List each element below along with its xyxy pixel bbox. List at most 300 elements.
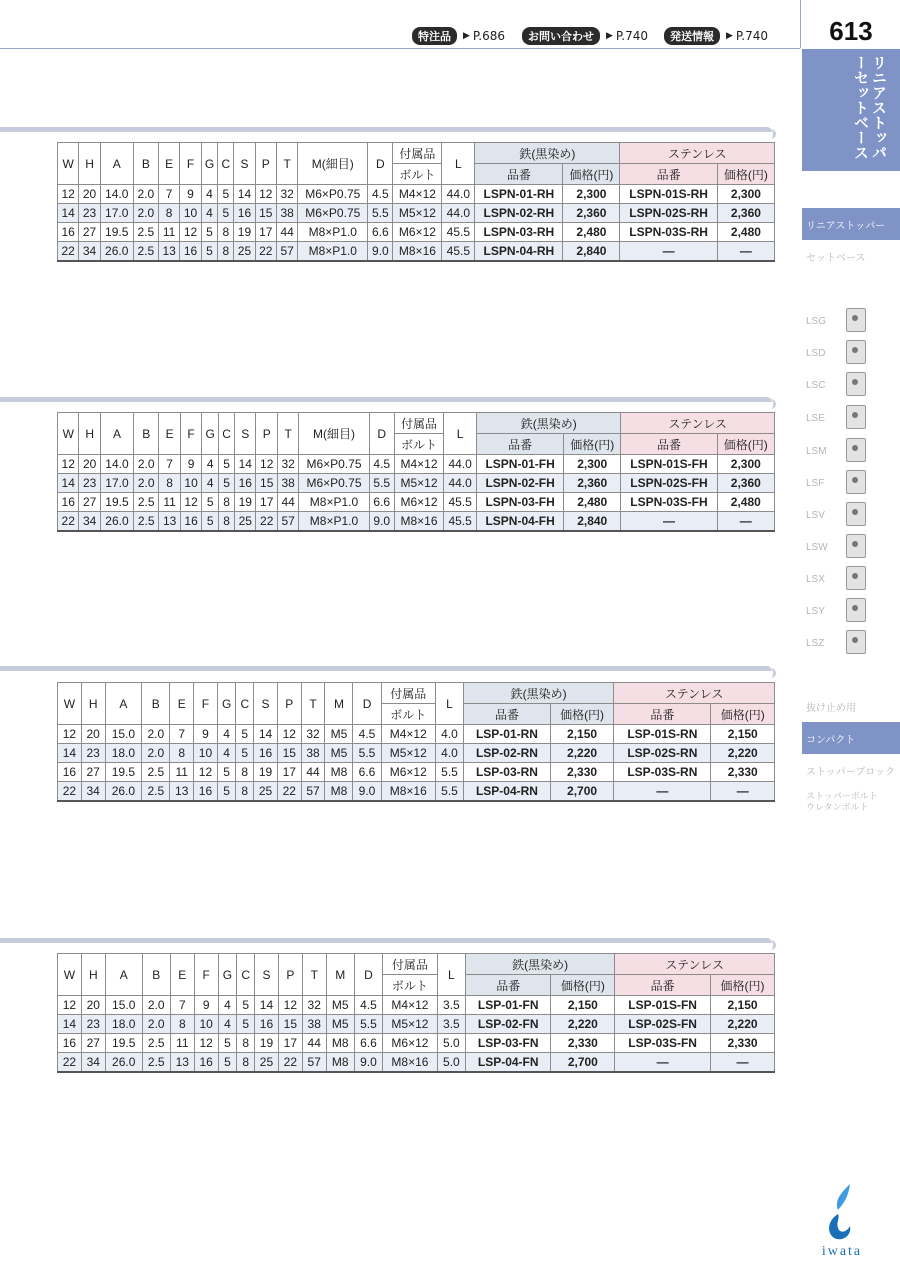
table-cell: 22 — [277, 782, 301, 802]
top-header-bar — [0, 0, 800, 49]
table-cell: 12 — [278, 996, 302, 1015]
table-cell: 2.0 — [142, 1015, 170, 1034]
column-header: G — [218, 954, 237, 996]
sidebar-code-lsc[interactable]: LSC — [806, 380, 825, 391]
part-number-cell: LSPN-03S-RH — [620, 223, 717, 242]
table-cell: 10 — [180, 204, 201, 223]
ref-shipping[interactable] — [664, 27, 768, 45]
table-cell: 14 — [255, 996, 279, 1015]
column-header-l: L — [435, 683, 463, 725]
table-cell: 9 — [194, 996, 218, 1015]
column-header-accessory: 付属品 — [381, 683, 435, 704]
sidebar-code-lsy[interactable]: LSY — [806, 606, 825, 617]
table-cell: 11 — [158, 223, 179, 242]
table-cell: 16 — [254, 744, 278, 763]
table-cell: M6×P0.75 — [299, 474, 369, 493]
iwata-logo — [812, 1180, 872, 1260]
sidebar-item-retaining[interactable]: 抜け止め用 — [806, 702, 856, 714]
sidebar-code-lsz[interactable]: LSZ — [806, 638, 824, 649]
column-header-price: 価格(円) — [563, 164, 620, 185]
section-divider — [0, 938, 772, 943]
table-cell: 15 — [278, 1015, 302, 1034]
block-part-icon — [846, 438, 866, 462]
sidebar-title-block — [802, 49, 900, 171]
table-cell: 19.5 — [105, 1034, 142, 1053]
part-number-cell: LSPN-03-FH — [477, 493, 564, 512]
column-header: W — [58, 413, 79, 455]
table-cell: 4 — [201, 185, 218, 204]
table-cell: 13 — [170, 1053, 194, 1073]
iwata-logo-text: iwata — [821, 1244, 863, 1259]
table-cell: 16 — [234, 204, 255, 223]
table-cell: 16 — [180, 242, 201, 262]
table-cell: 32 — [302, 996, 326, 1015]
column-header-part-no: 品番 — [615, 975, 711, 996]
table-cell: 34 — [81, 782, 105, 802]
table-cell: M5 — [325, 725, 353, 744]
column-header: M(細目) — [298, 143, 368, 185]
table-cell: M5 — [326, 996, 354, 1015]
sidebar-code-lsx[interactable]: LSX — [806, 574, 825, 585]
column-header: C — [218, 143, 234, 185]
sidebar-code-lsf[interactable]: LSF — [806, 478, 824, 489]
column-header: F — [180, 143, 201, 185]
sidebar-item-stopper-bolt[interactable]: ストッパーボルト ウレタンボルト — [806, 792, 878, 813]
table-cell: 44 — [277, 493, 298, 512]
table-cell: 8 — [170, 1015, 194, 1034]
table-cell: 15.0 — [105, 996, 142, 1015]
column-header-iron: 鉄(黒染め) — [475, 143, 620, 164]
column-header: B — [142, 954, 170, 996]
table-cell: 27 — [79, 493, 100, 512]
table-cell: 9 — [180, 185, 201, 204]
table-cell: 22 — [256, 512, 277, 532]
table-cell: 2.5 — [134, 493, 159, 512]
table-cell: 16 — [58, 223, 79, 242]
table-cell: M8×16 — [394, 512, 443, 532]
column-header-l: L — [444, 413, 477, 455]
sidebar-title: リニアストッパーセットベース — [852, 55, 888, 160]
table-cell: 3.5 — [437, 1015, 465, 1034]
table-cell: M8 — [325, 782, 353, 802]
table-cell: 34 — [79, 242, 100, 262]
price-cell: 2,150 — [551, 996, 615, 1015]
table-cell: 13 — [159, 512, 180, 532]
column-header-price: 価格(円) — [564, 434, 621, 455]
table-row — [58, 455, 775, 474]
table-cell: 15 — [255, 204, 276, 223]
price-cell: 2,700 — [551, 1053, 615, 1073]
column-header: H — [81, 683, 105, 725]
table-cell: 9 — [194, 725, 218, 744]
part-number-cell: LSPN-04-FH — [477, 512, 564, 532]
column-header-part-no: 品番 — [620, 164, 717, 185]
table-cell: 2.0 — [142, 725, 170, 744]
table-cell: 4 — [218, 996, 237, 1015]
table-cell: 10 — [180, 474, 201, 493]
table-cell: 18.0 — [105, 1015, 142, 1034]
table-cell: M6×P0.75 — [298, 185, 368, 204]
table-cell: M8×16 — [393, 242, 442, 262]
price-cell: 2,220 — [551, 1015, 615, 1034]
table-cell: 4 — [218, 1015, 237, 1034]
column-header: A — [100, 143, 133, 185]
column-header-l: L — [437, 954, 465, 996]
column-header-stainless: ステンレス — [614, 683, 775, 704]
table-cell: 6.6 — [354, 1034, 382, 1053]
part-number-cell: LSPN-03S-FH — [621, 493, 717, 512]
table-cell: 5.5 — [353, 744, 381, 763]
table-cell: 44.0 — [442, 204, 475, 223]
table-cell: 14 — [234, 185, 255, 204]
price-cell: — — [717, 512, 774, 532]
part-number-cell: LSP-04-FN — [465, 1053, 550, 1073]
column-header: C — [237, 954, 255, 996]
table-cell: 14 — [58, 204, 79, 223]
table-cell: 14 — [235, 455, 256, 474]
table-cell: 2.5 — [142, 763, 170, 782]
table-cell: 2.5 — [134, 512, 159, 532]
sidebar-code-lsw[interactable]: LSW — [806, 542, 828, 553]
table-cell: 6.6 — [369, 493, 394, 512]
table-cell: M8 — [326, 1053, 354, 1073]
column-header: T — [302, 954, 326, 996]
price-cell: 2,840 — [564, 512, 621, 532]
sidebar-code-lsg[interactable]: LSG — [806, 316, 826, 327]
column-header: G — [201, 143, 218, 185]
table-cell: 38 — [302, 1015, 326, 1034]
table-cell: 19 — [235, 493, 256, 512]
table-cell: 11 — [170, 1034, 194, 1053]
table-cell: 9.0 — [353, 782, 381, 802]
table-cell: 12 — [180, 493, 201, 512]
table-cell: 5 — [218, 204, 234, 223]
ref-badge: お問い合わせ — [522, 27, 600, 45]
price-cell: 2,360 — [563, 204, 620, 223]
table-cell: 5 — [237, 996, 255, 1015]
table-cell: M8×P1.0 — [298, 223, 368, 242]
column-header-price: 価格(円) — [550, 704, 613, 725]
table-cell: 57 — [276, 242, 297, 262]
column-header: A — [105, 954, 142, 996]
table-cell: 13 — [158, 242, 179, 262]
part-number-cell: LSPN-02-FH — [477, 474, 564, 493]
table-cell: 4 — [202, 474, 219, 493]
table-cell: 5.5 — [435, 763, 463, 782]
table-cell: 9.0 — [369, 512, 394, 532]
table-cell: 8 — [236, 763, 254, 782]
column-header-stainless: ステンレス — [621, 413, 775, 434]
part-number-cell: LSPN-02S-FH — [621, 474, 717, 493]
column-header: T — [301, 683, 325, 725]
table-cell: 22 — [58, 782, 82, 802]
table-cell: 44.0 — [442, 185, 475, 204]
column-header-accessory: 付属品 — [383, 954, 438, 975]
column-header: C — [236, 683, 254, 725]
sidebar-code-lsm[interactable]: LSM — [806, 446, 827, 457]
table-cell: 12 — [194, 1034, 218, 1053]
spec-table-lsp-fn — [57, 953, 775, 1073]
table-cell: 15 — [256, 474, 277, 493]
table-cell: 20 — [79, 455, 100, 474]
table-cell: 25 — [255, 1053, 279, 1073]
table-cell: 25 — [234, 242, 255, 262]
table-cell: 38 — [301, 744, 325, 763]
table-cell: M6×12 — [394, 493, 443, 512]
table-row — [58, 763, 775, 782]
table-cell: 14.0 — [100, 185, 133, 204]
table-cell: 8 — [236, 782, 254, 802]
part-number-cell: LSP-02S-RN — [614, 744, 711, 763]
table-cell: 19 — [255, 1034, 279, 1053]
price-cell: 2,220 — [711, 1015, 775, 1034]
table-cell: 38 — [276, 204, 297, 223]
table-cell: 3.5 — [437, 996, 465, 1015]
sidebar-code-lse[interactable]: LSE — [806, 413, 825, 424]
column-header: S — [235, 413, 256, 455]
part-number-cell: LSP-01-RN — [464, 725, 551, 744]
part-number-cell: LSPN-02S-RH — [620, 204, 717, 223]
table-cell: 4 — [217, 725, 236, 744]
table-cell: 2.5 — [142, 782, 170, 802]
table-cell: 45.5 — [442, 242, 475, 262]
part-number-cell: LSP-03S-FN — [615, 1034, 711, 1053]
table-cell: 19 — [254, 763, 278, 782]
table-cell: M6×12 — [381, 763, 435, 782]
table-cell: 12 — [180, 223, 201, 242]
table-cell: 5 — [217, 782, 236, 802]
ref-custom-order[interactable] — [412, 27, 505, 45]
price-cell: 2,300 — [563, 185, 620, 204]
block-part-icon — [846, 340, 866, 364]
table-cell: 5 — [218, 1034, 237, 1053]
table-cell: 17 — [277, 763, 301, 782]
table-cell: 12 — [255, 185, 276, 204]
part-number-cell: LSP-04-RN — [464, 782, 551, 802]
block-part-icon — [846, 372, 866, 396]
column-header: T — [277, 413, 298, 455]
price-cell: 2,220 — [550, 744, 613, 763]
table-cell: 5 — [218, 1053, 237, 1073]
part-number-cell: LSP-02S-FN — [615, 1015, 711, 1034]
column-header: P — [278, 954, 302, 996]
table-cell: 44 — [276, 223, 297, 242]
table-cell: M6×12 — [383, 1034, 438, 1053]
table-cell: 11 — [170, 763, 194, 782]
column-header: E — [158, 143, 179, 185]
column-header: S — [234, 143, 255, 185]
spec-table-lspn-fh — [57, 412, 775, 532]
column-header-part-no: 品番 — [465, 975, 550, 996]
table-cell: 13 — [170, 782, 194, 802]
table-row — [58, 782, 775, 802]
table-cell: M5×12 — [393, 204, 442, 223]
column-header-stainless: ステンレス — [615, 954, 775, 975]
table-cell: 5 — [218, 185, 234, 204]
column-header: S — [255, 954, 279, 996]
price-cell: 2,360 — [717, 474, 774, 493]
part-number-cell: LSPN-04-RH — [475, 242, 563, 262]
column-header: M — [326, 954, 354, 996]
table-cell: M5×12 — [383, 1015, 438, 1034]
table-cell: 12 — [256, 455, 277, 474]
spec-table-lspn-rh — [57, 142, 775, 262]
table-row — [58, 744, 775, 763]
table-cell: 5 — [202, 493, 219, 512]
table-cell: 16 — [58, 493, 79, 512]
price-cell: — — [717, 242, 774, 262]
table-cell: 34 — [79, 512, 100, 532]
price-cell: 2,840 — [563, 242, 620, 262]
table-cell: 14.0 — [100, 455, 133, 474]
table-cell: 26.0 — [100, 242, 133, 262]
column-header-accessory: 付属品 — [393, 143, 442, 164]
section-divider — [0, 666, 772, 671]
table-cell: 2.0 — [134, 455, 159, 474]
ref-page: P.740 — [735, 29, 769, 43]
sidebar-item-linear-stopper[interactable]: リニアストッパー — [802, 208, 900, 240]
table-cell: 4.0 — [435, 744, 463, 763]
price-cell: 2,150 — [711, 725, 775, 744]
price-cell: 2,330 — [711, 763, 775, 782]
table-cell: 8 — [219, 512, 235, 532]
table-cell: 16 — [58, 1034, 82, 1053]
column-header: D — [369, 413, 394, 455]
table-cell: 17.0 — [100, 204, 133, 223]
sidebar-item-stopper-block[interactable]: ストッパーブロック — [806, 766, 895, 778]
table-cell: 26.0 — [100, 512, 133, 532]
column-header-accessory: 付属品 — [394, 413, 443, 434]
table-row — [58, 1034, 775, 1053]
table-cell: 44.0 — [444, 455, 477, 474]
column-header: W — [58, 683, 82, 725]
part-number-cell: LSP-01S-RN — [614, 725, 711, 744]
sidebar-item-set-base[interactable]: セットベース — [806, 252, 866, 264]
table-cell: 23 — [79, 204, 100, 223]
column-header-price: 価格(円) — [711, 975, 775, 996]
table-cell: 8 — [237, 1034, 255, 1053]
column-header: P — [277, 683, 301, 725]
table-cell: 32 — [276, 185, 297, 204]
page-number: 613 — [800, 0, 900, 48]
table-cell: M5×12 — [394, 474, 443, 493]
table-cell: 5.5 — [354, 1015, 382, 1034]
price-cell: 2,480 — [564, 493, 621, 512]
block-part-icon — [846, 502, 866, 526]
column-header: F — [194, 683, 218, 725]
part-number-cell: LSPN-03-RH — [475, 223, 563, 242]
table-cell: 8 — [237, 1053, 255, 1073]
column-header-part-no: 品番 — [464, 704, 551, 725]
table-cell: 18.0 — [105, 744, 142, 763]
table-cell: M8 — [326, 1034, 354, 1053]
block-part-icon — [846, 566, 866, 590]
column-header-part-no: 品番 — [477, 434, 564, 455]
table-cell: 44 — [302, 1034, 326, 1053]
part-number-cell: LSP-03-FN — [465, 1034, 550, 1053]
column-header: H — [79, 413, 100, 455]
column-header-price: 価格(円) — [717, 164, 774, 185]
table-row — [58, 242, 775, 262]
column-header-iron: 鉄(黒染め) — [477, 413, 621, 434]
table-cell: 27 — [81, 1034, 105, 1053]
part-number-cell: LSP-03S-RN — [614, 763, 711, 782]
column-header-bolt: ボルト — [383, 975, 438, 996]
table-cell: 38 — [277, 474, 298, 493]
part-number-cell: LSPN-01S-RH — [620, 185, 717, 204]
table-cell: 2.5 — [142, 1034, 170, 1053]
table-cell: 27 — [81, 763, 105, 782]
table-cell: M6×P0.75 — [298, 204, 368, 223]
table-cell: 10 — [194, 744, 218, 763]
block-part-icon — [846, 405, 866, 429]
column-header: E — [159, 413, 180, 455]
table-cell: 16 — [58, 763, 82, 782]
price-cell: 2,480 — [717, 223, 774, 242]
price-cell: 2,700 — [550, 782, 613, 802]
table-cell: 2.5 — [133, 223, 158, 242]
table-cell: 17 — [255, 223, 276, 242]
part-number-cell: — — [614, 782, 711, 802]
table-cell: 7 — [158, 185, 179, 204]
table-cell: 5 — [236, 744, 254, 763]
table-cell: M4×12 — [383, 996, 438, 1015]
column-header: M — [325, 683, 353, 725]
ref-inquiry[interactable] — [522, 27, 648, 45]
table-cell: 6.6 — [353, 763, 381, 782]
column-header: G — [202, 413, 219, 455]
table-cell: 2.5 — [133, 242, 158, 262]
table-cell: 8 — [218, 242, 234, 262]
table-cell: 8 — [170, 744, 194, 763]
sidebar-item-compact[interactable]: コンパクト — [802, 722, 900, 754]
table-cell: 5.0 — [437, 1053, 465, 1073]
table-cell: 22 — [58, 512, 79, 532]
part-number-cell: — — [615, 1053, 711, 1073]
table-cell: 45.5 — [442, 223, 475, 242]
table-cell: 2.0 — [142, 744, 170, 763]
table-cell: 8 — [159, 474, 180, 493]
table-cell: 19.5 — [100, 493, 133, 512]
table-cell: 4 — [201, 204, 218, 223]
table-row — [58, 204, 775, 223]
table-cell: M5 — [325, 744, 353, 763]
block-part-icon — [846, 308, 866, 332]
table-cell: 8 — [158, 204, 179, 223]
part-number-cell: LSPN-01-FH — [477, 455, 564, 474]
table-cell: 22 — [255, 242, 276, 262]
table-cell: 5 — [201, 242, 218, 262]
sidebar-code-lsv[interactable]: LSV — [806, 510, 825, 521]
table-cell: 22 — [58, 242, 79, 262]
sidebar-code-lsd[interactable]: LSD — [806, 348, 825, 359]
column-header: A — [105, 683, 142, 725]
table-cell: 4.5 — [354, 996, 382, 1015]
column-header-iron: 鉄(黒染め) — [464, 683, 614, 704]
table-cell: 57 — [277, 512, 298, 532]
table-cell: 12 — [58, 185, 79, 204]
table-cell: 23 — [81, 744, 105, 763]
table-cell: 14 — [58, 1015, 82, 1034]
table-cell: 16 — [194, 1053, 218, 1073]
table-cell: M8×16 — [383, 1053, 438, 1073]
table-cell: 2.5 — [142, 1053, 170, 1073]
column-header-price: 価格(円) — [717, 434, 774, 455]
table-cell: 2.0 — [133, 185, 158, 204]
price-cell: 2,220 — [711, 744, 775, 763]
column-header: P — [256, 413, 277, 455]
table-cell: M8×P1.0 — [298, 242, 368, 262]
